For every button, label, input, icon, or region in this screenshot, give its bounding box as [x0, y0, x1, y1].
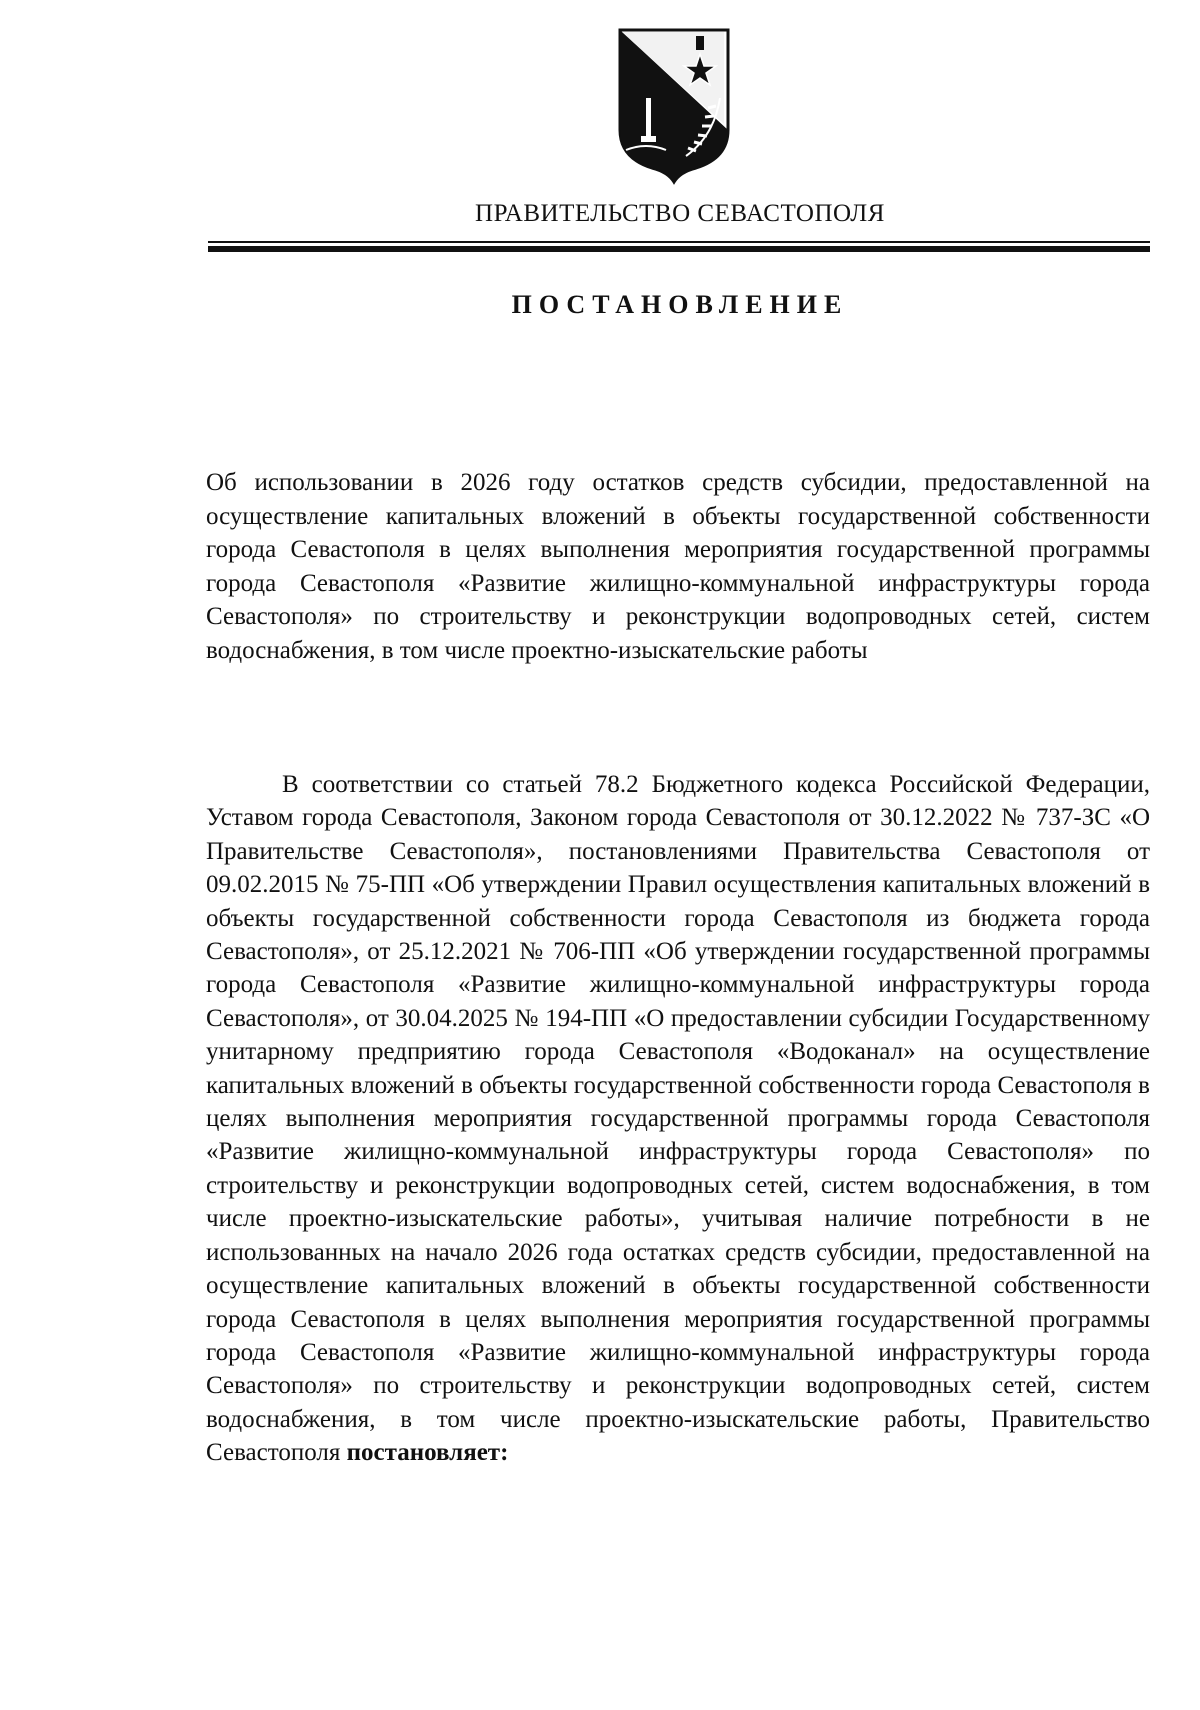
decision-word: постановляет: — [346, 1439, 509, 1467]
document-type-heading: ПОСТАНОВЛЕНИЕ — [511, 290, 849, 319]
document-subject: Об использовании в 2026 году остатков средств субсидии, предоставленной на осуществление капитальных вложений в объекты государственной собственности города Севастополя в целях выполнения мероприятия государственной программы города Севастополя «Развитие жилищно-коммунальной инфраструктуры города Севастополя» по строительству и реконструкции водопроводных сетей, систем водоснабжения, в том числе проектно-изыскательские работы — [206, 469, 1150, 664]
sevastopol-coat-of-arms-icon — [616, 26, 732, 186]
header-divider-thin — [208, 241, 1150, 243]
header-divider-thick — [208, 246, 1150, 252]
document-preamble — [206, 768, 1150, 1470]
organization-title: ПРАВИТЕЛЬСТВО СЕВАСТОПОЛЯ — [475, 200, 885, 227]
preamble-text: В соответствии со статьей 78.2 Бюджетного кодекса Российской Федерации, Уставом города Севастополя, Законом города Севастополя от 30.12.2022 № 737-ЗС «О Правительстве Севастополя», постановлениями Правительства Севастополя от 09.02.2015 № 75-ПП «Об утверждении Правил осуществления капитальных вложений в объекты государственной собственности города Севастополя из бюджета города Севастополя», от 25.12.2021 № 706-ПП «Об утверждении государственной программы города Севастополя «Развитие жилищно-коммунальной инфраструктуры города Севастополя», от 30.04.2025 № 194-ПП «О предоставлении субсидии Государственному унитарному предприятию города Севастополя «Водоканал» на осуществление капитальных вложений в объекты государственной собственности города Севастополя в целях выполнения мероприятия государственной программы города Севастополя «Развитие жилищно-коммунальной инфраструктуры города Севастополя» по строительству и реконструкции водопроводных сетей, систем водоснабжения, в том числе проектно-изыскательские работы», учитывая наличие потребности в не использованных на начало 2026 года остатках средств субсидии, предоставленной на осуществление капитальных вложений в объекты государственной собственности города Севастополя в целях выполнения мероприятия государственной программы города Севастополя «Развитие жилищно-коммунальной инфраструктуры города Севастополя» по строительству и реконструкции водопроводных сетей, систем водоснабжения, в том числе проектно-изыскательские работы, Правительство Севастополя — [206, 771, 1150, 1467]
